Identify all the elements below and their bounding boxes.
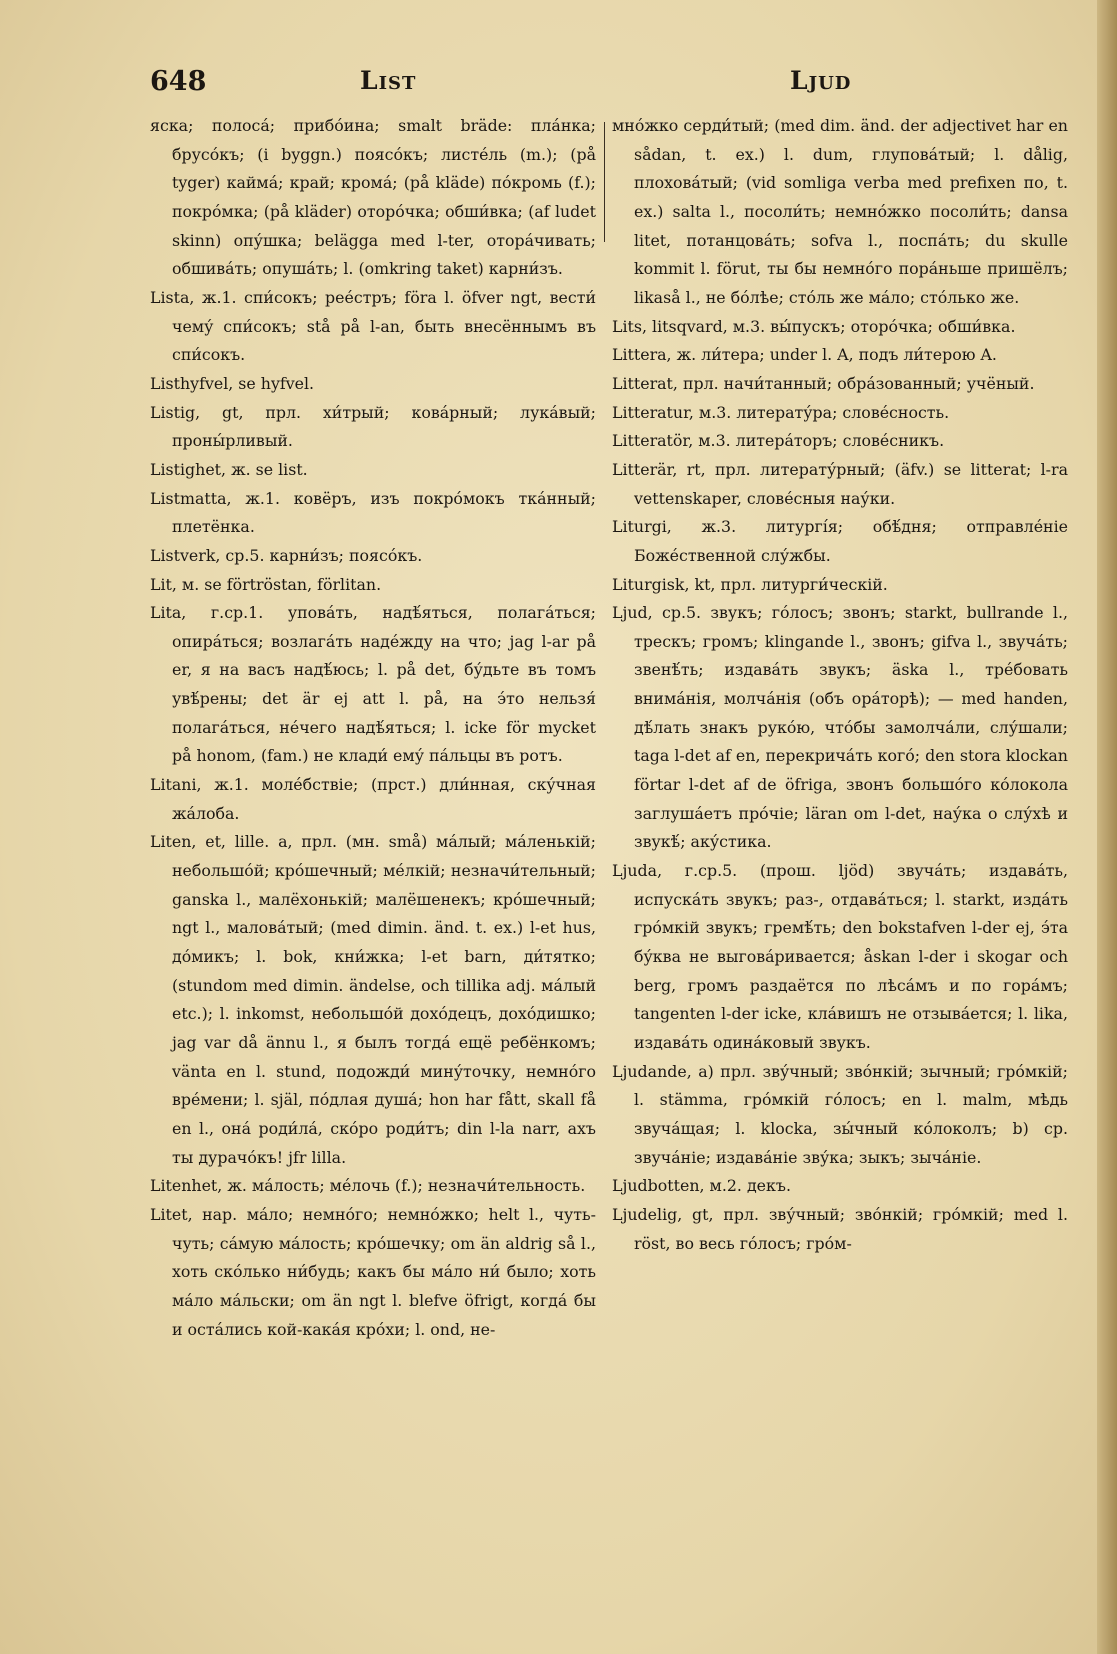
entry: Litet, нар. ма́ло; немно́го; немно́жко; helt l., чуть-чуть; са́мую ма́лость; кро́шечку; om än aldrig så l., хоть ско́лько ни́будь; какъ бы ма́ло ни́ было; хоть ма́ло ма́льски; om än ngt l. blefve öfrigt, когда́ бы и оста́лись кой-кака́я кро́хи; l. ond, не- (150, 1204, 596, 1339)
entry: Ljudbotten, м.2. декъ. (612, 1176, 791, 1196)
entry: Listmatta, ж.1. ковёръ, изъ покро́мокъ тка́нный; плетёнка. (150, 488, 596, 537)
page-number: 648 (150, 66, 207, 97)
entry: Littera, ж. ли́тера; under l. A, подъ ли́терою A. (612, 345, 997, 365)
entry: Litterär, rt, прл. литерату́рный; (äfv.) se litterat; l-ra vettenskaper, слове́сныя нау́ки. (612, 459, 1068, 508)
entry: Lit, м. se förtröstan, förlitan. (150, 574, 382, 594)
entry: Litani, ж.1. моле́бствіе; (прст.) дли́нная, ску́чная жа́лоба. (150, 775, 596, 823)
entry: Listighet, ж. se list. (150, 459, 308, 479)
entry: Lita, г.ср.1. упова́ть, надѣ́яться, полага́ться; опира́ться; возлага́ть наде́жду на что; jag l-ar på er, я на васъ надѣ́юсь; l. på det, бу́дьте въ томъ увѣ́рены; det är ej att l. på, на э́то нельзя́ полага́ться, не́чего надѣ́яться; l. icke för mycket på honom, (fam.) не клади́ ему́ па́льцы въ ротъ. (150, 603, 596, 766)
entry: Ljudelig, gt, прл. зву́чный; зво́нкій; гро́мкій; med l. röst, во весь го́лосъ; гро́м- (612, 1204, 1068, 1253)
entry: Litterat, прл. начи́танный; обра́зованный; учёный. (612, 373, 1035, 393)
column-rule (604, 122, 605, 242)
entry: мно́жко серди́тый; (med dim. änd. der adjectivet har en sådan, t. ex.) l. dum, глупова́тый; l. dålig, плохова́тый; (vid somliga verba med prefixen по, t. ex.) salta l., посоли́ть; немно́жко посоли́ть; dansa litet, потанцова́ть; sofva l., поспа́ть; du skulle kommit l. förut, ты бы немно́го пора́ньше пришёлъ; likaså l., не бо́лѣе; сто́ль же ма́ло; сто́лько же. (612, 116, 1068, 307)
entry: Lista, ж.1. спи́сокъ; рее́стръ; föra l. öfver ngt, вести́ чему́ спи́сокъ; stå på l-an, быть внесённымъ въ спи́сокъ. (150, 287, 596, 365)
entry: Litenhet, ж. ма́лость; ме́лочь (f.); незначи́тельность. (150, 1176, 586, 1196)
entry: Ljudande, a) прл. зву́чный; зво́нкій; зычный; гро́мкій; l. stämma, гро́мкій го́лосъ; en l. malm, мѣдь звуча́щая; l. klocka, зы́чный ко́локолъ; b) ср. звуча́ніе; издава́ніе зву́ка; зыкъ; зыча́ніе. (612, 1061, 1068, 1167)
entry: Ljud, ср.5. звукъ; го́лосъ; звонъ; starkt, bullrande l., трескъ; громъ; klingande l., звонъ; gifva l., звуча́ть; звенѣ́ть; издава́ть звукъ; äska l., тре́бовать внима́нія, молча́нія (объ ора́торѣ); — med handen, дѣ́лать знакъ руко́ю, что́бы замолча́ли, слу́шали; taga l-det af en, перекрича́ть кого́; den stora klockan förtar l-det af de öfriga, звонъ большо́го ко́локола заглуша́етъ про́чіе; läran om l-det, нау́ка о слу́хѣ и звукѣ́; аку́стика. (612, 603, 1068, 852)
entry: Listig, gt, прл. хи́трый; кова́рный; лука́вый; проны́рливый. (150, 402, 596, 451)
entry: Lits, litsqvard, м.3. вы́пускъ; оторо́чка; обши́вка. (612, 316, 1016, 336)
entry: яска; полоса́; прибо́ина; smalt bräde: пла́нка; брусо́къ; (i byggn.) поясо́къ; листе́ль (m.); (på tyger) кайма́; край; кромá; (på kläde) по́кромь (f.); покро́мка; (på kläder) оторо́чка; обши́вка; (af ludet skinn) опу́шка; belägga med l-ter, отора́чивать; обшива́ть; опуша́ть; l. (omkring taket) карни́зъ. (150, 116, 596, 279)
entry: Liturgisk, kt, прл. литурги́ческій. (612, 574, 888, 594)
entry: Listhyfvel, se hyfvel. (150, 373, 315, 393)
entry: Litteratur, м.3. литерату́ра; слове́сность. (612, 402, 950, 422)
entry: Litteratör, м.3. литера́торъ; слове́сникъ. (612, 431, 945, 451)
left-column (150, 112, 596, 1344)
page-header (150, 66, 870, 102)
entry: Liten, et, lille. a, прл. (мн. små) ма́лый; ма́ленькій; небольшо́й; кро́шечный; ме́лкій; незначи́тельный; ganska l., малёхонькій; малёшенекъ; кро́шечный; ngt l., малова́тый; (med dimin. änd. t. ex.) l-et hus, до́микъ; l. bok, кни́жка; l-et barn, ди́тятко; (stundom med dimin. ändelse, och tillika adj. ма́лый etc.); l. inkomst, небольшо́й дохо́децъ, дохо́дишко; jag var då ännu l., я былъ тогда́ ещё ребёнкомъ; vänta en l. stund, подожди́ мину́точку, немно́го вре́мени; l. själ, по́длая душа́; hon har fått, skall få en l., она́ роди́ла́, ско́ро роди́тъ; din l-la narr, ахъ ты дурачо́къ! jfr lilla. (150, 832, 596, 1167)
entry: Ljuda, г.ср.5. (прош. ljöd) звуча́ть; издава́ть, испуска́ть звукъ; раз-, отдава́ться; l. starkt, изда́ть гро́мкій звукъ; гремѣ́ть; den bokstafven l-der ej, э́та бу́ква не выгова́ривается; åskan l-der i skogar och berg, громъ раздаётся по лѣса́мъ и по гора́мъ; tangenten l-der icke, кла́вишъ не отзыва́ется; l. lika, издава́ть одина́ковый звукъ. (612, 861, 1068, 1052)
entry: Liturgi, ж.3. литургі́я; обѣ́дня; отправле́ніе Боже́ственной слу́жбы. (612, 517, 1068, 565)
right-column (612, 112, 1068, 1258)
page-edge (1097, 0, 1117, 1654)
running-head-left: List (360, 66, 417, 95)
entry: Listverk, ср.5. карни́зъ; поясо́къ. (150, 545, 423, 565)
running-head-right: Ljud (790, 66, 852, 95)
